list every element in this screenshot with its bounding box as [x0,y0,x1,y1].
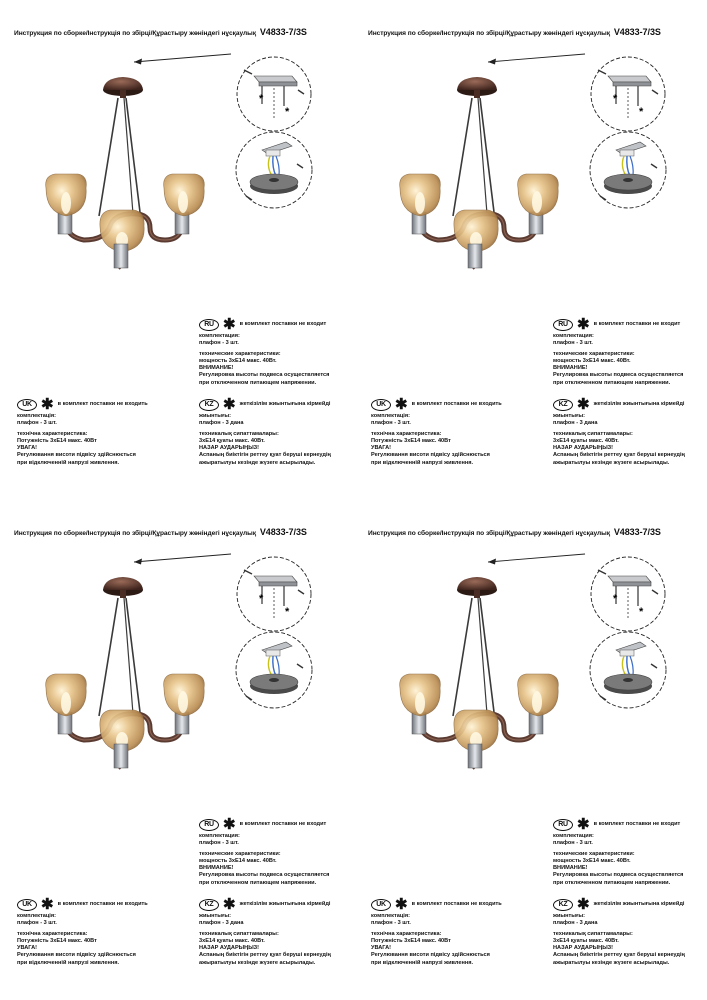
info-line: плафон - 3 шт. [17,920,57,927]
info-line: Регулировка высоты подвеса осуществляется [199,872,330,879]
asterisk-icon: ✱ [41,895,54,913]
ukrainian-info [371,895,502,967]
info-line: 3хЕ14 қуаты макс. 40Вт. [553,437,619,444]
info-line: комплектація: [17,413,56,419]
info-line: Аспаның биіктігін реттеу қуат беруші кернеудің [553,452,685,459]
info-line: плафон - 3 дана [199,420,244,427]
not-included-note: жеткізілім жиынтығына кірмейді [239,400,331,407]
info-line: НАЗАР АУДАРЫҢЫЗ! [553,945,614,952]
info-line: технические характеристики: [553,350,635,357]
kazakh-info [553,395,685,467]
not-included-mark-2: * [639,606,644,618]
lamp-center [454,210,498,268]
asterisk-icon: ✱ [223,315,236,333]
lamp-right [518,674,559,734]
info-line: ВНИМАНИЕ! [553,365,588,372]
info-line: при отключенном питающем напряжении. [553,879,671,886]
info-line: ажыратылуы кезінде жүзеге асырылады. [199,959,316,966]
info-line: 3хЕ14 қуаты макс. 40Вт. [553,937,619,944]
info-line: НАЗАР АУДАРЫҢЫЗ! [199,945,260,952]
language-badge-kz: KZ [199,399,219,411]
info-line: Регулировка высоты подвеса осуществляется [553,872,684,879]
not-included-mark-2: * [285,606,290,618]
info-line: при відключенній напрузі живлення. [17,459,120,466]
pointer-arrow [488,54,585,65]
not-included-note: жеткізілім жиынтығына кірмейді [593,900,685,907]
mounting-bracket-detail [237,57,311,131]
info-line: плафон - 3 шт. [553,840,593,847]
info-line: УВАГА! [371,945,392,952]
info-line: жиынтығы: [199,913,232,919]
info-line: комплектация: [553,333,594,339]
language-badge-uk: UK [17,899,37,911]
info-line: мощность 3хЕ14 макс. 40Вт. [199,857,277,864]
canopy-wiring-detail [236,632,312,708]
asterisk-icon: ✱ [41,395,54,413]
pointer-arrow [488,554,585,565]
info-line: при отключенном питающем напряжении. [199,379,317,386]
kazakh-info [199,895,331,967]
language-badge-kz: KZ [553,899,573,911]
lamp-right [164,674,205,734]
lamp-right [518,174,559,234]
chandelier-illustration [46,577,205,768]
info-line: при отключенном питающем напряжении. [199,879,317,886]
asterisk-icon: ✱ [223,895,236,913]
info-line: комплектация: [553,833,594,839]
canopy-wiring-detail [590,632,666,708]
info-line: НАЗАР АУДАРЫҢЫЗ! [553,445,614,452]
info-line: технические характеристики: [199,850,281,857]
not-included-mark-2: * [639,106,644,118]
not-included-note: в комплект поставки не входит [239,820,327,827]
info-line: техникалық сипаттамалары: [553,430,633,437]
info-line: Потужність 3хЕ14 макс. 40Вт [17,437,97,444]
title-text: Инструкция по сборке/Інструкція по збірці/Құрастыру жөніндегі нұсқаулық [368,530,611,537]
info-line: Аспаның биіктігін реттеу қуат беруші кернеудің [199,952,331,959]
ukrainian-info [371,395,502,467]
info-line: 3хЕ14 қуаты макс. 40Вт. [199,937,265,944]
info-line: технічна характеристика: [371,430,442,437]
asterisk-icon: ✱ [223,395,236,413]
asterisk-icon: ✱ [395,395,408,413]
info-line: технические характеристики: [199,350,281,357]
russian-info [199,815,330,887]
instruction-sheet-top-left [0,0,353,500]
info-line: НАЗАР АУДАРЫҢЫЗ! [199,445,260,452]
lamp-right [164,174,205,234]
info-line: жиынтығы: [199,413,232,419]
lamp-left [400,174,441,234]
info-line: при відключенній напрузі живлення. [371,959,474,966]
info-line: УВАГА! [17,445,38,452]
lamp-left [46,674,87,734]
info-line: техникалық сипаттамалары: [199,930,279,937]
not-included-note: в комплект поставки не входить [411,400,502,407]
info-line: Аспаның биіктігін реттеу қуат беруші кернеудің [553,952,685,959]
info-line: комплектація: [17,913,56,919]
kazakh-info [553,895,685,967]
info-line: Регулировка высоты подвеса осуществляется [199,372,330,379]
info-line: плафон - 3 шт. [199,840,239,847]
language-badge-ru: RU [199,819,219,831]
not-included-note: жеткізілім жиынтығына кірмейді [239,900,331,907]
info-line: Потужність 3хЕ14 макс. 40Вт [371,937,451,944]
kazakh-info [199,395,331,467]
lamp-left [46,174,87,234]
language-badge-ru: RU [199,319,219,331]
info-line: комплектация: [199,333,240,339]
mounting-bracket-detail [237,557,311,631]
info-line: УВАГА! [17,945,38,952]
mounting-bracket-detail [591,557,665,631]
instruction-sheet-top-right [354,0,707,500]
info-line: комплектація: [371,413,410,419]
info-line: мощность 3хЕ14 макс. 40Вт. [553,857,631,864]
info-line: техникалық сипаттамалары: [553,930,633,937]
info-line: при отключенном питающем напряжении. [553,379,671,386]
title-text: Инструкция по сборке/Інструкція по збірці/Құрастыру жөніндегі нұсқаулық [14,530,257,537]
title-text: Инструкция по сборке/Інструкція по збірці/Құрастыру жөніндегі нұсқаулық [14,30,257,37]
not-included-mark-1: * [259,93,264,105]
not-included-mark-2: * [285,106,290,118]
not-included-mark-1: * [259,593,264,605]
asterisk-icon: ✱ [395,895,408,913]
chandelier-illustration [400,577,559,768]
info-line: ажыратылуы кезінде жүзеге асырылады. [553,959,670,966]
info-line: УВАГА! [371,445,392,452]
info-line: ажыратылуы кезінде жүзеге асырылады. [553,459,670,466]
russian-info [553,815,684,887]
not-included-mark-1: * [613,593,618,605]
instruction-sheet-bottom-right [354,500,707,1000]
not-included-note: в комплект поставки не входить [57,400,148,407]
info-line: 3хЕ14 қуаты макс. 40Вт. [199,437,265,444]
language-badge-kz: KZ [553,399,573,411]
info-line: плафон - 3 дана [199,920,244,927]
info-line: плафон - 3 дана [553,920,598,927]
russian-info [553,315,684,387]
canopy-wiring-detail [236,132,312,208]
info-line: Аспаның биіктігін реттеу қуат беруші кернеудің [199,452,331,459]
info-line: Регулювання висоти підвісу здійснюється [17,452,136,459]
info-line: ажыратылуы кезінде жүзеге асырылады. [199,459,316,466]
lamp-center [454,710,498,768]
language-badge-uk: UK [371,399,391,411]
info-line: комплектація: [371,913,410,919]
model-number: V4833-7/3S [259,527,307,537]
info-line: при відключенній напрузі живлення. [17,959,120,966]
info-line: плафон - 3 шт. [371,420,411,427]
info-line: плафон - 3 шт. [17,420,57,427]
ukrainian-info [17,895,148,967]
russian-info [199,315,330,387]
info-line: ВНИМАНИЕ! [199,865,234,872]
info-line: технічна характеристика: [17,930,88,937]
info-line: мощность 3хЕ14 макс. 40Вт. [553,357,631,364]
not-included-note: в комплект поставки не входит [593,820,681,827]
asterisk-icon: ✱ [577,315,590,333]
asterisk-icon: ✱ [577,895,590,913]
info-line: Потужність 3хЕ14 макс. 40Вт [17,937,97,944]
info-line: Регулювання висоти підвісу здійснюється [371,952,490,959]
pointer-arrow [134,54,231,65]
chandelier-illustration [400,77,559,268]
info-line: Регулювання висоти підвісу здійснюється [17,952,136,959]
info-line: ВНИМАНИЕ! [199,365,234,372]
info-line: плафон - 3 шт. [371,920,411,927]
language-badge-ru: RU [553,319,573,331]
info-line: жиынтығы: [553,413,586,419]
info-line: плафон - 3 шт. [199,340,239,347]
info-line: техникалық сипаттамалары: [199,430,279,437]
info-line: комплектация: [199,833,240,839]
language-badge-ru: RU [553,819,573,831]
model-number: V4833-7/3S [613,27,661,37]
ukrainian-info [17,395,148,467]
not-included-mark-1: * [613,93,618,105]
pointer-arrow [134,554,231,565]
lamp-center [100,710,144,768]
asterisk-icon: ✱ [577,395,590,413]
info-line: мощность 3хЕ14 макс. 40Вт. [199,357,277,364]
language-badge-uk: UK [371,899,391,911]
info-line: Регулировка высоты подвеса осуществляется [553,372,684,379]
not-included-note: жеткізілім жиынтығына кірмейді [593,400,685,407]
info-line: технические характеристики: [553,850,635,857]
lamp-center [100,210,144,268]
info-line: Потужність 3хЕ14 макс. 40Вт [371,437,451,444]
info-line: Регулювання висоти підвісу здійснюється [371,452,490,459]
model-number: V4833-7/3S [259,27,307,37]
asterisk-icon: ✱ [223,815,236,833]
language-badge-uk: UK [17,399,37,411]
lamp-left [400,674,441,734]
asterisk-icon: ✱ [577,815,590,833]
canopy-wiring-detail [590,132,666,208]
title-text: Инструкция по сборке/Інструкція по збірці/Құрастыру жөніндегі нұсқаулық [368,30,611,37]
mounting-bracket-detail [591,57,665,131]
info-line: технічна характеристика: [371,930,442,937]
info-line: плафон - 3 дана [553,420,598,427]
info-line: плафон - 3 шт. [553,340,593,347]
info-line: ВНИМАНИЕ! [553,865,588,872]
not-included-note: в комплект поставки не входить [57,900,148,907]
language-badge-kz: KZ [199,899,219,911]
not-included-note: в комплект поставки не входит [593,320,681,327]
model-number: V4833-7/3S [613,527,661,537]
info-line: технічна характеристика: [17,430,88,437]
instruction-sheet-bottom-left [0,500,353,1000]
chandelier-illustration [46,77,205,268]
info-line: при відключенній напрузі живлення. [371,459,474,466]
not-included-note: в комплект поставки не входить [411,900,502,907]
info-line: жиынтығы: [553,913,586,919]
not-included-note: в комплект поставки не входит [239,320,327,327]
